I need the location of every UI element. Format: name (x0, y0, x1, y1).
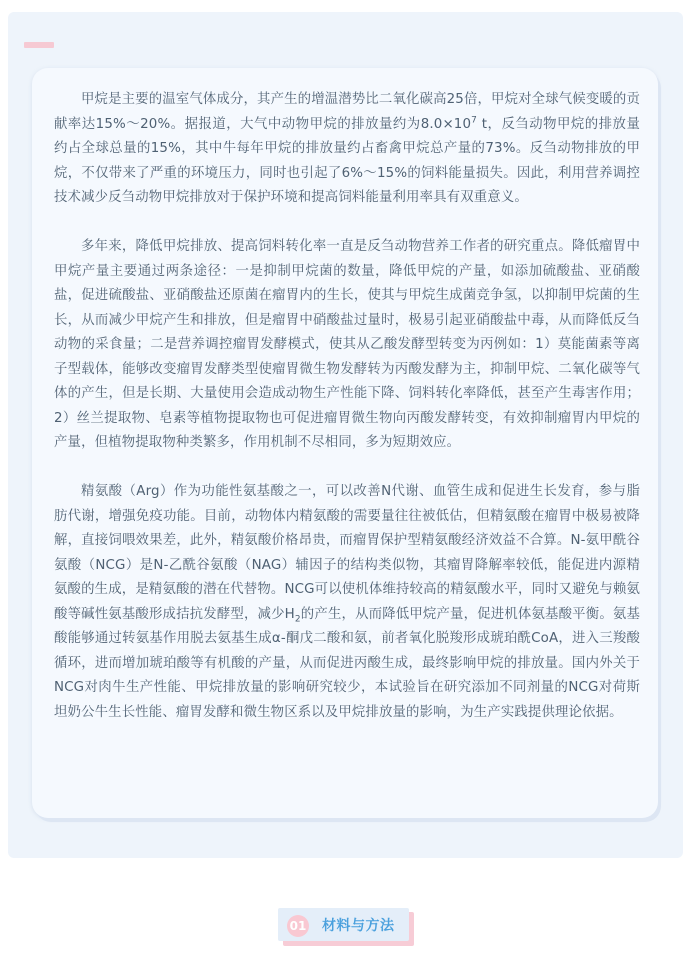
section-number-badge: 01 (287, 915, 309, 937)
paragraph-arginine-text-a: 精氨酸（Arg）作为功能性氨基酸之一，可以改善N代谢、血管生成和促进生长发育，参与脂肪代谢，增强免疫功能。目前，动物体内精氨酸的需要量往往被低估，但精氨酸在瘤胃中极易被降解，直接饲喂效果差，此外，精氨酸价格昂贵，而瘤胃保护型精氨酸经济效益不合算。N-氨甲酰谷氨酸（NCG）是N-乙酰谷氨酸（NAG）辅因子的结构类似物，其瘤胃降解率较低，能促进内源精氨酸的生成，是精氨酸的潜在代替物。NCG可以使机体维持较高的精氨酸水平，同时又避免与赖氨酸等碱性氨基酸形成拮抗发酵型，减少H (54, 484, 640, 622)
decorative-accent-bar (24, 42, 54, 48)
article-body (54, 88, 640, 750)
paragraph-intro (54, 88, 640, 211)
paragraph-intro-text-a: 甲烷是主要的温室气体成分，其产生的增温潜势比二氧化碳高25倍，甲烷对全球气候变暖的贡献率达15%～20%。据报道，大气中动物甲烷的排放量约为8.0×10 (54, 92, 640, 132)
subscript: 2 (294, 614, 301, 625)
section-heading-materials-methods (278, 908, 414, 946)
paragraph-arginine-text-b: 的产生，从而降低甲烷产量，促进机体氨基酸平衡。氨基酸能够通过转氨基作用脱去氨基生成α-酮戊二酸和氨，前者氧化脱羧形成琥珀酰CoA，进入三羧酸循环，进而增加琥珀酸等有机酸的产量，从而促进丙酸生成，最终影响甲烷的排放量。国内外关于NCG对肉牛生产性能、甲烷排放量的影响研究较少，本试验旨在研究添加不同剂量的NCG对荷斯坦奶公牛生长性能、瘤胃发酵和微生物区系以及甲烷排放量的影响，为生产实践提供理论依据。 (54, 606, 640, 720)
paragraph-intro-text-b: t，反刍动物甲烷的排放量约占全球总量的15%，其中牛每年甲烷的排放量约占畜禽甲烷总产量的73%。反刍动物排放的甲烷，不仅带来了严重的环境压力，同时也引起了6%～15%的饲料能量损失。因此，利用营养调控技术减少反刍动物甲烷排放对于保护环境和提高饲料能量利用率具有双重意义。 (54, 116, 640, 205)
exponent: 7 (471, 115, 478, 126)
section-title: 材料与方法 (322, 918, 395, 934)
paragraph-arginine-ncg (54, 480, 640, 725)
paragraph-methane-reduction: 多年来，降低甲烷排放、提高饲料转化率一直是反刍动物营养工作者的研究重点。降低瘤胃中甲烷产量主要通过两条途径：一是抑制甲烷菌的数量，降低甲烷的产量，如添加硫酸盐、亚硝酸盐，促进硫酸盐、亚硝酸盐还原菌在瘤胃内的生长，使其与甲烷生成菌竞争氢，以抑制甲烷菌的生长，从而减少甲烷产生和排放，但是瘤胃中硝酸盐过量时，极易引起亚硝酸盐中毒，从而降低反刍动物的采食量；二是营养调控瘤胃发酵模式，使其从乙酸发酵型转变为丙例如：1）莫能菌素等离子型载体，能够改变瘤胃发酵类型使瘤胃微生物发酵转为丙酸发酵为主，抑制甲烷、二氧化碳等气体的产生，但是长期、大量使用会造成动物生产性能下降、饲料转化率降低，甚至产生毒害作用；2）丝兰提取物、皂素等植物提取物也可促进瘤胃微生物向丙酸发酵转变，有效抑制瘤胃内甲烷的产量，但植物提取物种类繁多，作用机制不尽相同，多为短期效应。 (54, 239, 640, 450)
